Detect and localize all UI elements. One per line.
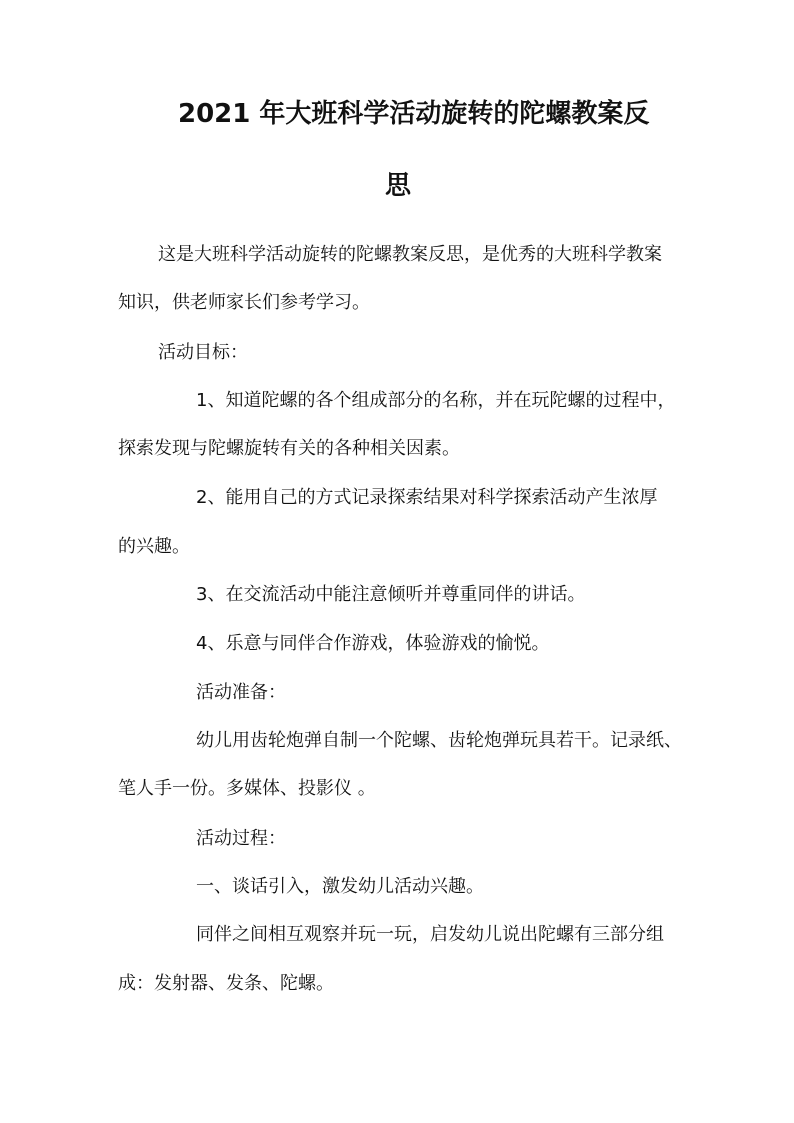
paragraph-line: 3、在交流活动中能注意倾听并尊重同伴的讲话。 xyxy=(196,584,586,605)
paragraph-line: 幼儿用齿轮炮弹自制一个陀螺、齿轮炮弹玩具若干。记录纸、 xyxy=(196,730,682,751)
section-heading-process: 活动过程： xyxy=(196,828,286,849)
section-heading-goals: 活动目标： xyxy=(158,342,248,363)
paragraph-line: 同伴之间相互观察并玩一玩，启发幼儿说出陀螺有三部分组 xyxy=(196,924,664,945)
document-title-line-1: 2021 年大班科学活动旋转的陀螺教案反 xyxy=(178,99,650,129)
paragraph-line: 笔人手一份。多媒体、投影仪 。 xyxy=(118,778,376,799)
paragraph-line: 4、乐意与同伴合作游戏，体验游戏的愉悦。 xyxy=(196,633,550,654)
paragraph-line: 2、能用自己的方式记录探索结果对科学探索活动产生浓厚 xyxy=(196,487,658,508)
paragraph-line: 成：发射器、发条、陀螺。 xyxy=(118,973,334,994)
paragraph-line: 探索发现与陀螺旋转有关的各种相关因素。 xyxy=(118,438,460,459)
paragraph-line: 这是大班科学活动旋转的陀螺教案反思，是优秀的大班科学教案 xyxy=(158,244,662,265)
paragraph-line: 一、谈话引入，激发幼儿活动兴趣。 xyxy=(196,876,484,897)
section-heading-preparation: 活动准备： xyxy=(196,682,286,703)
paragraph-line: 知识，供老师家长们参考学习。 xyxy=(118,292,370,313)
paragraph-line: 的兴趣。 xyxy=(118,536,190,557)
paragraph-line: 1、知道陀螺的各个组成部分的名称，并在玩陀螺的过程中， xyxy=(196,390,676,411)
document-title-line-2: 思 xyxy=(384,171,411,201)
